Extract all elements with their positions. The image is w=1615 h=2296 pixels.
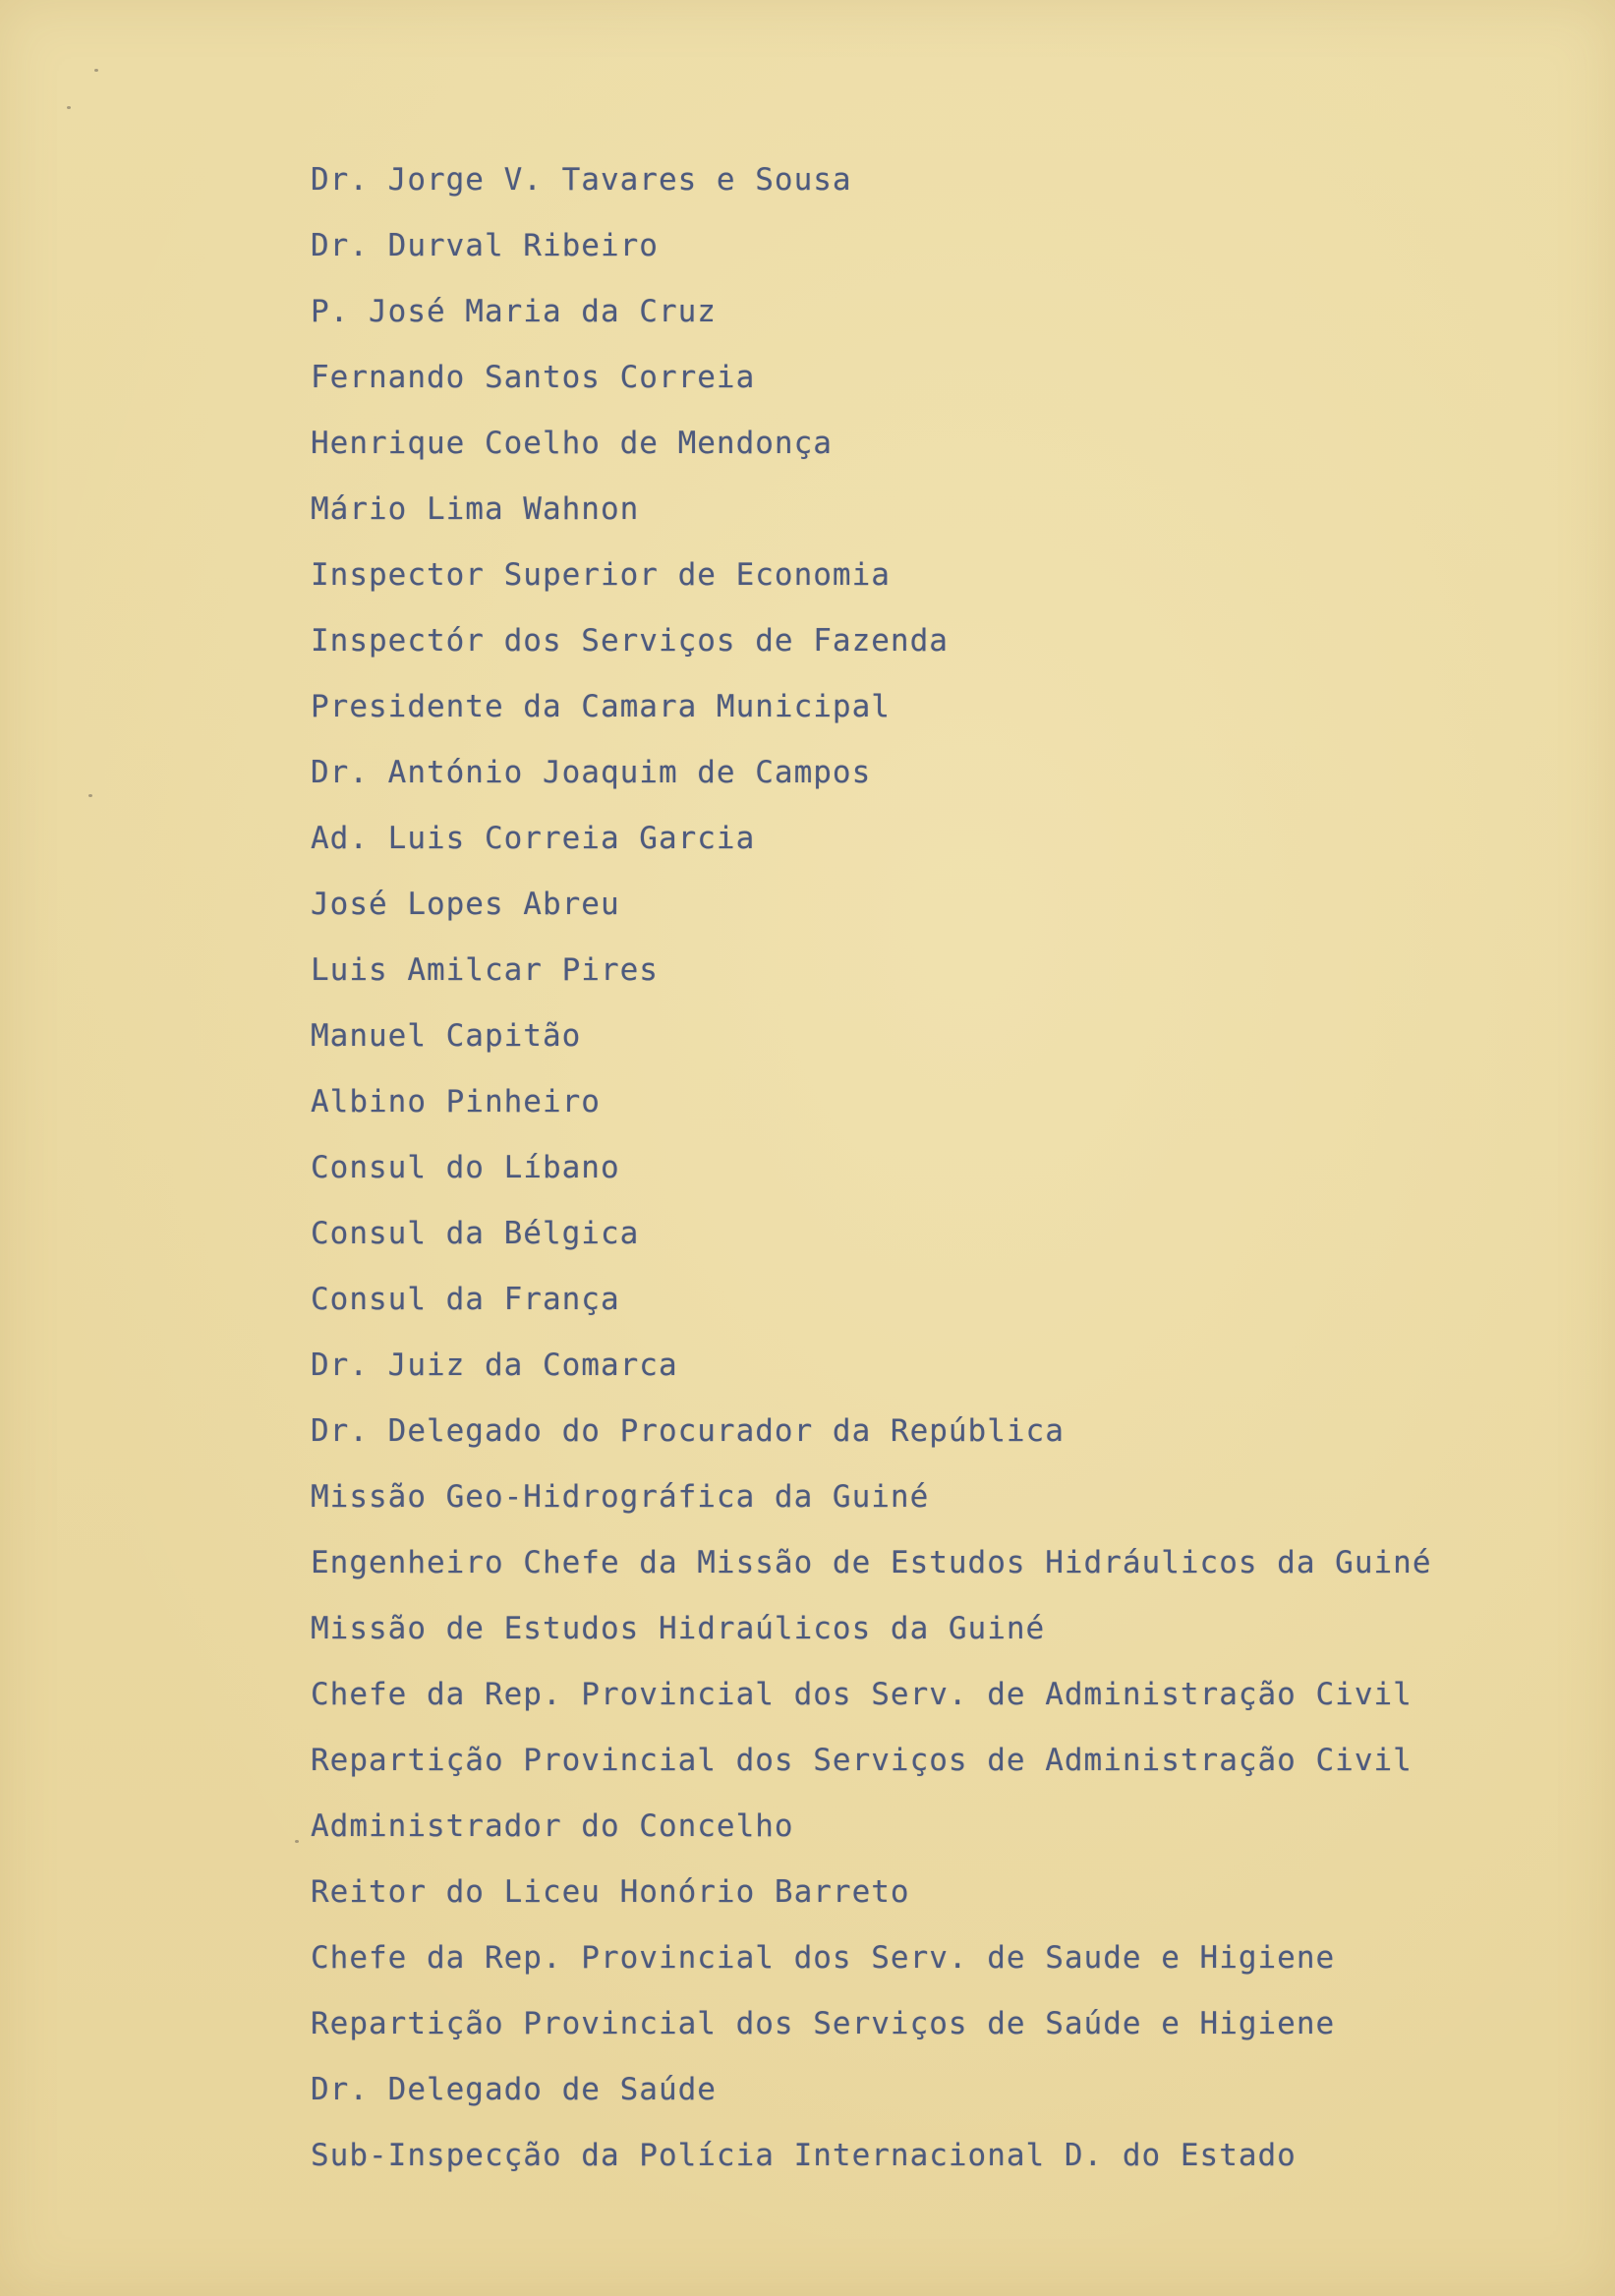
list-item: Dr. António Joaquim de Campos: [311, 755, 872, 790]
list-item: Inspectór dos Serviços de Fazenda: [311, 623, 949, 659]
paper-speck: [94, 69, 98, 72]
list-item: Mário Lima Wahnon: [311, 491, 640, 527]
list-item: Consul da França: [311, 1282, 620, 1317]
list-item: José Lopes Abreu: [311, 887, 620, 922]
list-item: Engenheiro Chefe da Missão de Estudos Hidráulicos da Guiné: [311, 1545, 1432, 1580]
list-item: Repartição Provincial dos Serviços de Saúde e Higiene: [311, 2006, 1336, 2041]
list-item: Missão Geo-Hidrográfica da Guiné: [311, 1479, 930, 1515]
list-item: Sub-Inspecção da Polícia Internacional D. do Estado: [311, 2138, 1297, 2173]
list-item: Consul do Líbano: [311, 1150, 620, 1185]
list-item: Dr. Delegado de Saúde: [311, 2072, 717, 2107]
list-item: Inspector Superior de Economia: [311, 557, 891, 593]
list-item: Chefe da Rep. Provincial dos Serv. de Administração Civil: [311, 1677, 1413, 1712]
paper-speck: [295, 1840, 299, 1843]
list-item: Chefe da Rep. Provincial dos Serv. de Saude e Higiene: [311, 1940, 1336, 1976]
list-item: Fernando Santos Correia: [311, 360, 756, 395]
paper-speck: [67, 106, 71, 109]
list-item: Dr. Jorge V. Tavares e Sousa: [311, 162, 852, 198]
list-item: Dr. Juiz da Comarca: [311, 1348, 678, 1383]
list-item: Missão de Estudos Hidraúlicos da Guiné: [311, 1611, 1046, 1646]
list-item: Consul da Bélgica: [311, 1216, 640, 1251]
list-item: Henrique Coelho de Mendonça: [311, 426, 833, 461]
list-item: Reitor do Liceu Honório Barreto: [311, 1874, 910, 1910]
list-item: Administrador do Concelho: [311, 1808, 794, 1844]
list-item: Presidente da Camara Municipal: [311, 689, 891, 724]
list-item: Ad. Luis Correia Garcia: [311, 821, 756, 856]
list-item: P. José Maria da Cruz: [311, 294, 717, 329]
paper-speck: [88, 794, 92, 797]
list-item: Repartição Provincial dos Serviços de Administração Civil: [311, 1743, 1413, 1778]
recipient-list: [311, 147, 1549, 2189]
list-item: Luis Amilcar Pires: [311, 952, 659, 988]
list-item: Manuel Capitão: [311, 1018, 582, 1054]
list-item: Albino Pinheiro: [311, 1084, 601, 1119]
list-item: Dr. Durval Ribeiro: [311, 228, 659, 263]
list-item: Dr. Delegado do Procurador da República: [311, 1413, 1065, 1449]
